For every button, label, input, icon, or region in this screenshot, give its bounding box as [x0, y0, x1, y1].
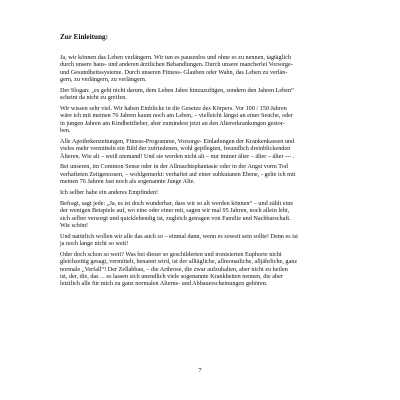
paragraph	[60, 87, 352, 102]
paragraph	[60, 200, 352, 229]
section-heading: Zur Einleitung:	[60, 33, 108, 41]
text-line: Oder doch schon so weit? Was bei dieser so geschilderten und ironisierten Euphorie nicht	[60, 250, 282, 258]
text-line: wäre ich mit meinen 76 Jahren kaum noch am Leben, – vielleicht längst an einer Seuche, oder	[60, 112, 293, 120]
text-line: Alle Apothekenzeitungen, Fitness-Programme, Vorsorge- Einladungen der Krankenkassen und	[60, 137, 295, 145]
text-line: meinen 76 Jahren fast noch als sogenannte Junge Alte.	[60, 178, 195, 186]
text-line: Der Slogan: „es geht nicht darum, dem Leben Jahre hinzuzufügen, sondern den Jahren Leben“	[60, 86, 294, 94]
text-line: in jungen Jahren am Kindbettfieber, aber zumindest jetzt an den Altererkrankungen gestor-	[60, 119, 285, 127]
text-line: ben.	[60, 127, 71, 135]
paragraph	[60, 54, 352, 83]
text-line: Bei unseren, im Common Sense oder in der Allmachtsphantasie oder in der Angst vorm Tod	[60, 163, 288, 171]
text-line: ist, der, die, das ... es lassen sich unendlich viele sogenannte Krankheiten nennen, die aber	[60, 272, 283, 280]
text-line: gleichzeitig gesagt, vermittelt, benannt wird, ist der alltägliche, allmonatliche, alljährliche, ganz	[60, 258, 298, 266]
document-body	[60, 54, 352, 291]
text-line: der wenigen Beispiele auf, wo eine oder einer mit, sagen wir mal 95 Jahren, noch allein lebt,	[60, 207, 290, 215]
paragraph	[60, 189, 352, 196]
text-line: Befragt, sagt jede: „Ja, es ist doch wunderbar, dass wir so alt werden können“ – und zählt eine	[60, 199, 294, 207]
text-line: sich selber versorgt und quicklebendig ist, zugleich getragen von Familie und Nachbarschaft.	[60, 214, 291, 222]
paragraph	[60, 163, 352, 185]
text-line: Wie schön!	[60, 221, 89, 229]
text-line: ja noch lange nicht so weit!	[60, 240, 129, 248]
text-line: verhafteten Zeitgenossen, – wohlgemerkt: verhaftet auf einer subkutanen Ebene, - gelte ich mit	[60, 170, 296, 178]
text-line: Älteren. Wie alt – weiß niemand! Und sie werden nicht alt – nur immer älter – älter – älter --- .	[60, 152, 295, 160]
text-line: letztlich alle für mich zu ganz normalen Alterns- und Abbauerscheinungen gehören.	[60, 280, 268, 288]
page-number: 7	[198, 367, 202, 374]
paragraph	[60, 138, 352, 160]
text-line: Wir wissen sehr viel. Wir haben Einblicke in die Gesetze des Körpers. Vor 100 / 150 Jahren	[60, 105, 287, 113]
text-line: gern, zu verlängern, zu verlängern.	[60, 76, 147, 84]
text-line: durch unsere haus- und anderen ärztlichen Behandlungen. Durch unsere mancherlei Vorsorge-	[60, 61, 293, 69]
text-line: scheint da nicht zu greifen.	[60, 94, 127, 102]
text-line: Und natürlich wollen wir alle das auch so – einmal dann, wenn es soweit sein sollte! Denn es ist	[60, 232, 298, 240]
paragraph	[60, 251, 352, 288]
text-line: Ja, wir können das Leben verlängern. Wir tun es pausenlos und ohne es zu nennen, tagtäglich	[60, 54, 291, 61]
text-line: und Gesundheitssysteme. Durch unseren Fitness- Glauben oder Wahn, das Leben zu verlän-	[60, 68, 288, 76]
text-line: normale „Verfall“! Der Zellabbau, – die Arthrose, die zwar aufzuhalten, aber nicht zu heilen	[60, 265, 288, 273]
paragraph	[60, 105, 352, 134]
paragraph	[60, 233, 352, 248]
text-line: vieles mehr vermitteln ein Bild der zufriedenen, wohl gepflegten, freundlich dreinblickenden	[60, 145, 291, 153]
text-line: Ich selber habe ein anderes Empfinden!	[60, 189, 159, 196]
